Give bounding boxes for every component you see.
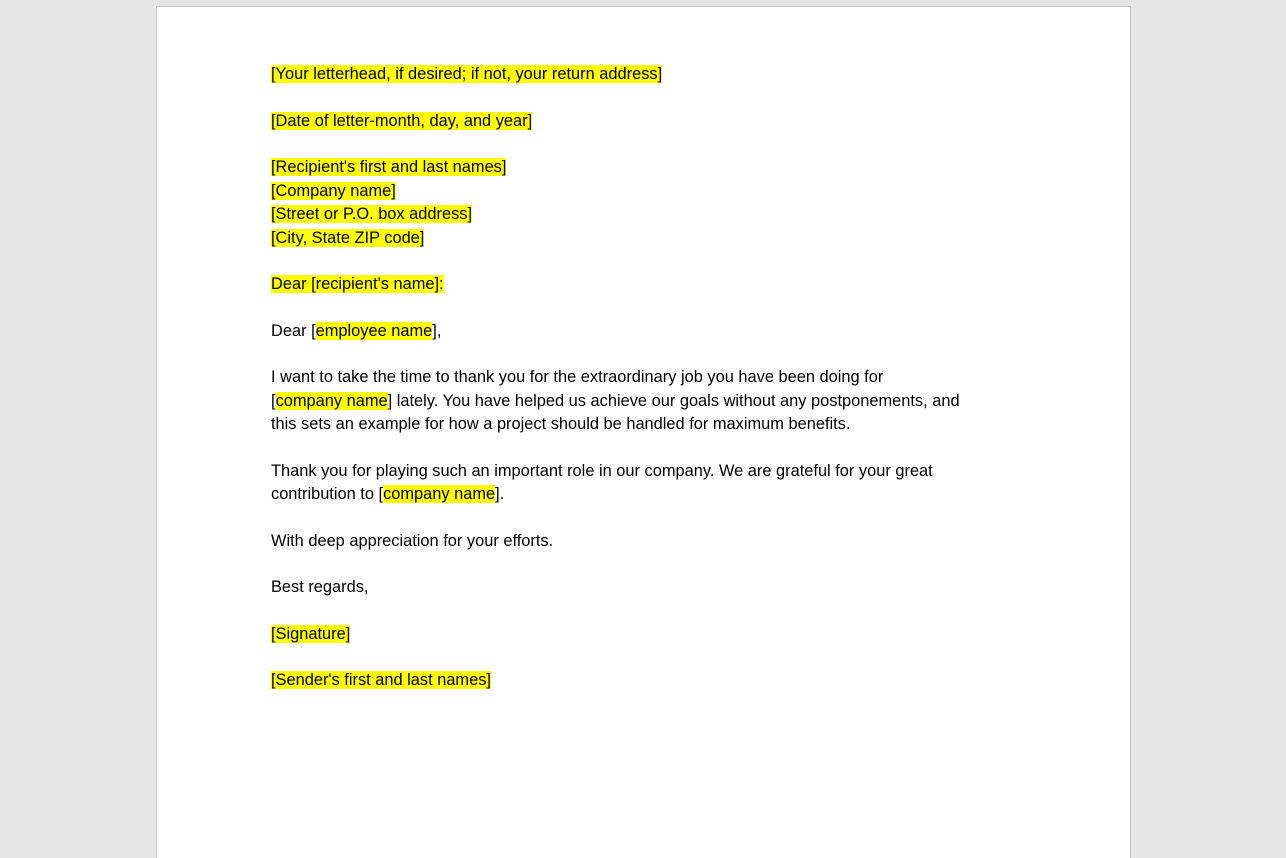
greeting-prefix: Dear [: [271, 321, 316, 340]
document-page[interactable]: [156, 6, 1131, 858]
recipient-name-placeholder: [Recipient's first and last names]: [271, 158, 507, 176]
employee-name-placeholder: employee name: [315, 321, 433, 340]
paragraph2-prefix: contribution to [: [271, 485, 384, 503]
letterhead-line: [271, 63, 1031, 87]
letterhead-placeholder: [Your letterhead, if desired; if not, your return address]: [271, 65, 663, 83]
gratitude-paragraph: [271, 460, 1031, 507]
thank-you-paragraph: [271, 366, 1031, 437]
signature-line: [271, 623, 1031, 647]
company-name-inline-placeholder-2: company name: [383, 485, 496, 503]
street-address-placeholder: [Street or P.O. box address]: [271, 205, 473, 223]
recipient-address-block: [271, 156, 1031, 250]
paragraph1-line2-rest: ] lately. You have helped us achieve our goals without any postponements, and: [387, 391, 960, 410]
date-line: [271, 110, 1031, 134]
salutation-placeholder: Dear [recipient's name]:: [271, 275, 444, 293]
company-name-inline-placeholder: company name: [275, 391, 388, 410]
city-state-zip-placeholder: [City, State ZIP code]: [271, 228, 425, 247]
greeting-suffix: ],: [432, 321, 442, 340]
paragraph2-line2: [271, 483, 1031, 507]
paragraph1-bracket-open: [: [271, 391, 276, 410]
sender-name-placeholder: [Sender's first and last names]: [271, 671, 491, 689]
letter-body[interactable]: [271, 63, 1031, 716]
closing-line: Best regards,: [271, 578, 369, 596]
paragraph1-line1: I want to take the time to thank you for the extraordinary job you have been doing for: [271, 368, 884, 386]
sender-name-line: [271, 669, 1031, 693]
paragraph1-line3: this sets an example for how a project should be handled for maximum benefits.: [271, 415, 851, 433]
paragraph2-line1: Thank you for playing such an important role in our company. We are grateful for your great: [271, 461, 933, 480]
appreciation-line: With deep appreciation for your efforts.: [271, 531, 554, 550]
paragraph2-suffix: ].: [495, 485, 505, 503]
date-placeholder: [Date of letter-month, day, and year]: [271, 111, 533, 130]
signature-placeholder: [Signature]: [271, 624, 351, 643]
salutation-line: [271, 273, 1031, 297]
company-name-placeholder: [Company name]: [271, 181, 396, 200]
greeting-line: [271, 320, 1031, 344]
paragraph1-line2: [271, 390, 1031, 414]
